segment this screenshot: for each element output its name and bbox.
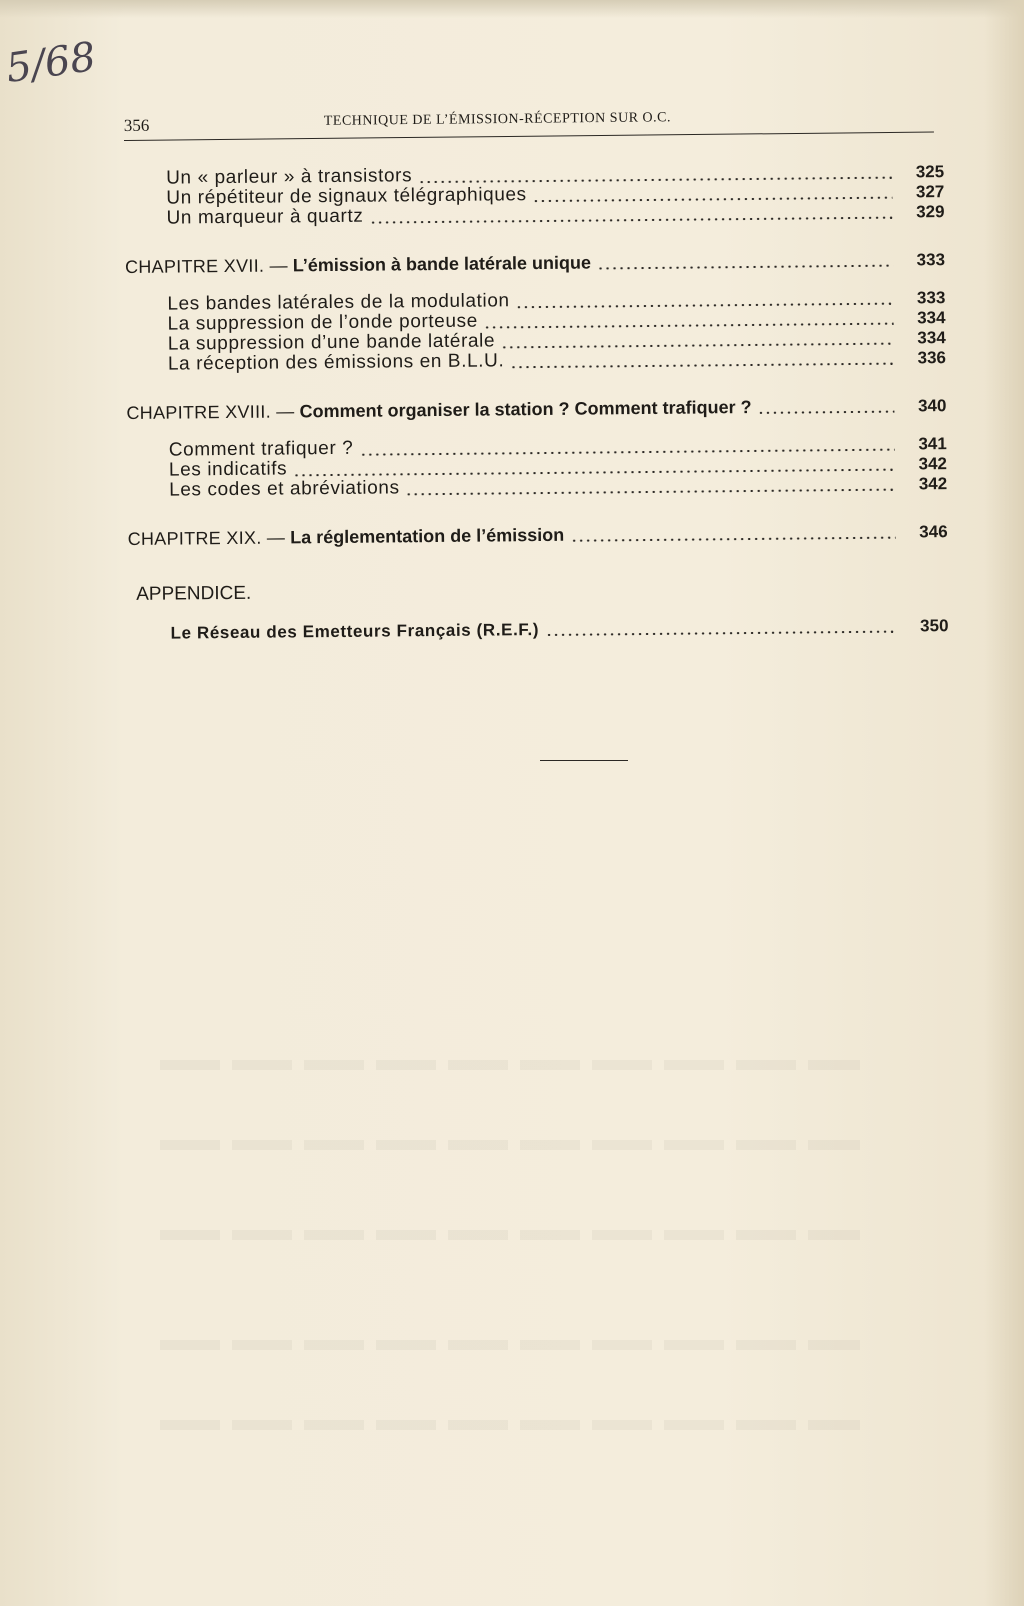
show-through-line bbox=[160, 1340, 860, 1350]
dot-leader bbox=[406, 489, 896, 496]
page-number: 356 bbox=[123, 115, 150, 136]
dot-leader bbox=[545, 631, 896, 636]
chapter-title: L’émission à bande latérale unique bbox=[292, 252, 592, 276]
chapter-page: 346 bbox=[919, 522, 948, 542]
toc-entry-page: 334 bbox=[917, 308, 946, 328]
toc-entry-page: 334 bbox=[917, 328, 946, 348]
running-title: TECHNIQUE DE L’ÉMISSION-RÉCEPTION SUR O.C. bbox=[323, 110, 672, 129]
page-shadow-right bbox=[984, 0, 1024, 1606]
appendix-entry bbox=[128, 614, 948, 644]
chapter-entry bbox=[126, 394, 946, 424]
dot-leader bbox=[570, 537, 895, 542]
chapter-label bbox=[126, 397, 751, 424]
toc-entry-page: 333 bbox=[916, 288, 946, 308]
toc-entry-label: La suppression de l’onde porteuse bbox=[167, 310, 478, 335]
dot-leader bbox=[597, 265, 893, 270]
show-through-line bbox=[160, 1230, 860, 1240]
toc-entry-page: 325 bbox=[915, 162, 945, 182]
toc-entry-page: 342 bbox=[918, 474, 948, 494]
toc-entry-label: La suppression d’une bande latérale bbox=[167, 330, 496, 355]
chapter-entry bbox=[125, 248, 945, 278]
chapter-page: 340 bbox=[917, 396, 947, 416]
toc-entry-label: Les bandes latérales de la modulation bbox=[167, 290, 510, 315]
show-through-line bbox=[160, 1140, 860, 1150]
toc-entry-label: Comment trafiquer ? bbox=[168, 437, 354, 461]
page-shadow-top bbox=[0, 0, 1024, 18]
toc-entry-page: 327 bbox=[915, 182, 945, 202]
table-of-contents bbox=[124, 152, 949, 680]
toc-entry-label: Un répétiteur de signaux télégraphiques bbox=[166, 184, 527, 209]
chapter-label bbox=[125, 253, 591, 278]
chapter-number: CHAPITRE XVII. — bbox=[124, 255, 288, 277]
toc-entry-label: Les indicatifs bbox=[168, 458, 288, 481]
chapter-number: CHAPITRE XIX. — bbox=[127, 527, 286, 549]
toc-entry-label: Un « parleur » à transistors bbox=[166, 165, 413, 189]
toc-entry-page: 341 bbox=[918, 434, 947, 454]
toc-entry-label: Le Réseau des Emetteurs Français (R.E.F.) bbox=[170, 620, 540, 643]
toc-entry-page: 350 bbox=[920, 616, 949, 636]
chapter-title: Comment organiser la station ? Comment trafiquer ? bbox=[299, 396, 752, 422]
chapter-entry bbox=[128, 520, 948, 550]
dot-leader bbox=[369, 217, 892, 224]
toc-entry-label: Les codes et abréviations bbox=[169, 477, 400, 501]
appendix-heading: APPENDICE. bbox=[136, 582, 252, 605]
toc-entry-page: 329 bbox=[916, 202, 945, 222]
toc-entry-page: 336 bbox=[917, 348, 947, 368]
toc-entry-label: La réception des émissions en B.L.U. bbox=[167, 350, 505, 375]
chapter-page: 333 bbox=[916, 250, 946, 270]
chapter-label bbox=[128, 525, 565, 550]
toc-entry-label: Un marqueur à quartz bbox=[166, 205, 364, 229]
dot-leader bbox=[758, 411, 895, 414]
toc-entry-page: 342 bbox=[918, 454, 948, 474]
chapter-title: La réglementation de l’émission bbox=[290, 524, 565, 548]
dot-leader bbox=[510, 363, 894, 369]
show-through-line bbox=[160, 1420, 860, 1430]
chapter-number: CHAPITRE XVIII. — bbox=[126, 401, 295, 423]
end-rule bbox=[540, 760, 628, 761]
show-through-line bbox=[160, 1060, 860, 1070]
handwritten-note: 5/68 bbox=[3, 33, 99, 93]
